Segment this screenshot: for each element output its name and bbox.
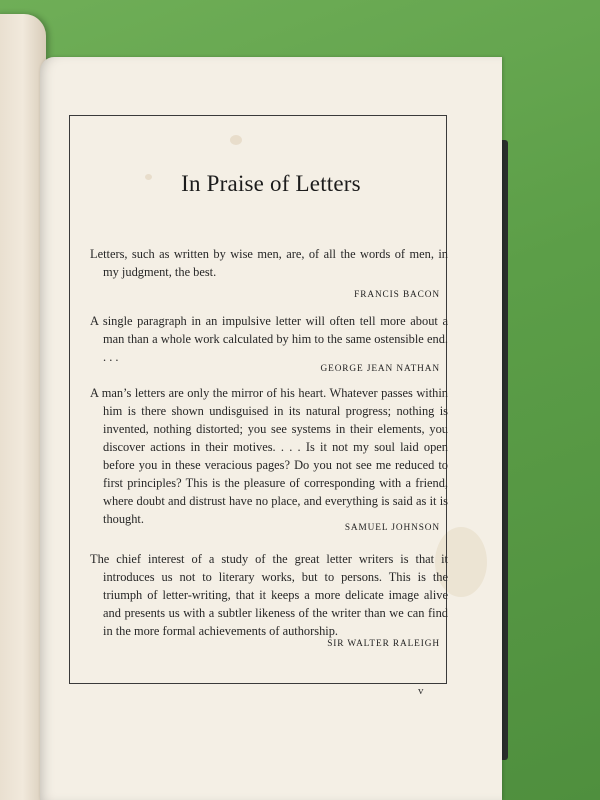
quote-text: The chief interest of a study of the great letter writers is that it introduces us not to literary works, but to persons. This is the triumph of letter-writing, that it keeps a more delicate image alive and presents us with a subtler likeness of the writer than we can find in the more formal achievements of authorship.	[90, 552, 448, 638]
page-number: v	[418, 685, 424, 697]
quote-author: GEORGE JEAN NATHAN	[320, 364, 440, 374]
book-page	[40, 57, 502, 800]
quote-text: Letters, such as written by wise men, are, of all the words of men, in my judgment, the best.	[90, 247, 448, 279]
quote-author: SIR WALTER RALEIGH	[327, 639, 440, 649]
quote-author: SAMUEL JOHNSON	[344, 523, 440, 533]
page-title: In Praise of Letters	[181, 171, 361, 196]
quote-text: A single paragraph in an impulsive letter will often tell more about a man than a whole work calculated by him to the same ostensible end. . . .	[90, 314, 448, 364]
quote-text: A man’s letters are only the mirror of his heart. Whatever passes within him is there shown undisguised in its natural progress; nothing is invented, nothing distorted; you see systems in their elements, you discover actions in their motives. . . . Is it not my soul laid open before you in these veracious pages? Do you not see me reduced to first principles? This is the pleasure of corresponding with a friend, where doubt and distrust have no place, and everything is said as it is thought.	[90, 386, 448, 526]
quote-author: FRANCIS BACON	[354, 290, 440, 300]
